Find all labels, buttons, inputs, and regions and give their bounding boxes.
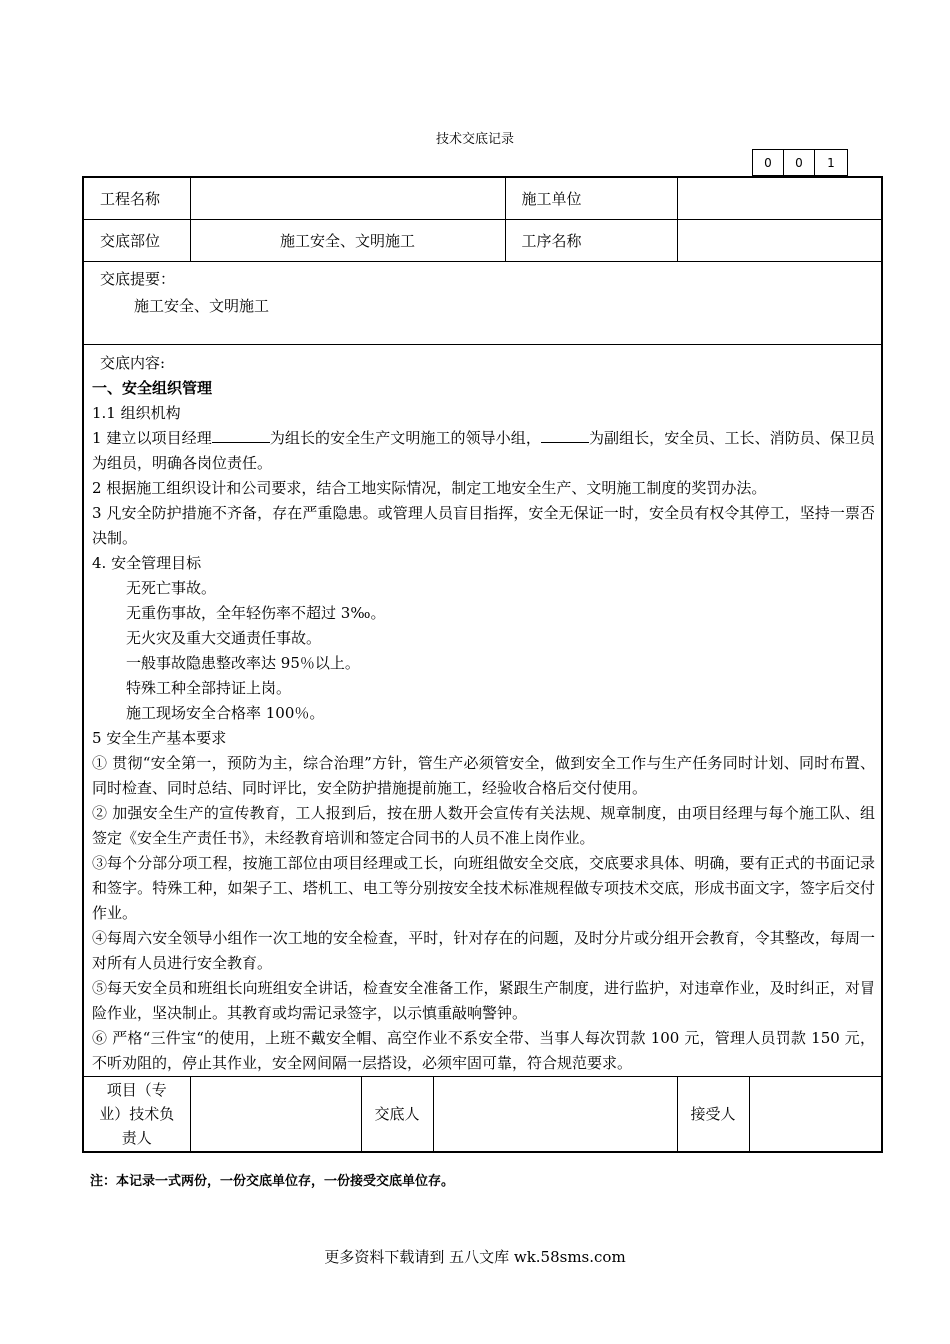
tech-lead-label bbox=[83, 1076, 190, 1152]
summary-text: 施工安全、文明施工 bbox=[134, 296, 270, 315]
process-name-field[interactable] bbox=[677, 219, 882, 261]
requirement-item: ① 贯彻“安全第一，预防为主，综合治理”方针，管生产必须管安全，做到安全工作与生产任务同时计划、同时布置、同时检查、同时总结、同时评比，安全防护措施提前施工，经验收合格后交付使用。 bbox=[92, 753, 876, 797]
paragraph-text: 1 建立以项目经理 bbox=[92, 428, 212, 447]
process-name-label: 工序名称 bbox=[505, 219, 677, 261]
paragraph bbox=[92, 426, 875, 476]
footnote: 注：本记录一式两份，一份交底单位存，一份接受交底单位存。 bbox=[90, 1174, 455, 1189]
project-name-field[interactable] bbox=[190, 177, 505, 219]
paragraph-text: 为副组长，安全员、工长、消防员、保卫员为组员，明确各岗位责任。 bbox=[92, 428, 875, 472]
construction-unit-label: 施工单位 bbox=[505, 177, 677, 219]
summary-section bbox=[83, 261, 882, 344]
receiver-label: 接受人 bbox=[677, 1076, 749, 1152]
construction-unit-field[interactable] bbox=[677, 177, 882, 219]
tech-lead-signature-field[interactable] bbox=[190, 1076, 361, 1152]
goal-item: 一般事故隐患整改率达 95％以上。 bbox=[126, 653, 360, 672]
disclosure-part-label: 交底部位 bbox=[83, 219, 190, 261]
tech-lead-label-line: 项目（专 bbox=[106, 1080, 167, 1099]
record-number-digit: 0 bbox=[753, 150, 784, 176]
paragraph-text: 为组长的安全生产文明施工的领导小组， bbox=[269, 428, 541, 447]
blank-line bbox=[212, 426, 270, 443]
goal-item: 无重伤事故，全年轻伤率不超过 3‰。 bbox=[126, 603, 386, 622]
content-section bbox=[83, 344, 882, 1076]
subsection-title: 5 安全生产基本要求 bbox=[92, 728, 227, 747]
requirement-item: ② 加强安全生产的宣传教育，工人报到后，按在册人数开会宣传有关法规、规章制度，由项目经理与每个施工队、组签定《安全生产责任书》，未经教育培训和签定合同书的人员不准上岗作业。 bbox=[92, 803, 876, 847]
document-title: 技术交底记录 bbox=[435, 132, 514, 147]
record-number-digit: 0 bbox=[784, 150, 815, 176]
content-label: 交底内容: bbox=[100, 353, 166, 372]
record-number-digit: 1 bbox=[815, 150, 848, 176]
tech-lead-label-line: 责人 bbox=[121, 1128, 152, 1147]
tech-lead-label-line: 业）技术负 bbox=[99, 1104, 175, 1123]
goal-item: 特殊工种全部持证上岗。 bbox=[126, 678, 292, 697]
receiver-signature-field[interactable] bbox=[749, 1076, 882, 1152]
goal-item: 无火灾及重大交通责任事故。 bbox=[126, 628, 322, 647]
project-name-label: 工程名称 bbox=[83, 177, 190, 219]
goal-item: 无死亡事故。 bbox=[126, 578, 217, 597]
requirement-item: ④每周六安全领导小组作一次工地的安全检查，平时，针对存在的问题，及时分片或分组开会教育，令其整改，每周一对所有人员进行安全教育。 bbox=[92, 928, 876, 972]
goal-item: 施工现场安全合格率 100％。 bbox=[126, 703, 325, 722]
discloser-signature-field[interactable] bbox=[433, 1076, 677, 1152]
requirement-item: ⑥ 严格“三件宝“的使用，上班不戴安全帽、高空作业不系安全带、当事人每次罚款 100 元，管理人员罚款 150 元，不听劝阻的，停止其作业，安全网间隔一层搭设，必须牢固可靠，符合规范要求。 bbox=[92, 1028, 876, 1072]
disclosure-form bbox=[82, 176, 883, 1153]
blank-line bbox=[541, 426, 589, 443]
summary-label: 交底提要： bbox=[100, 269, 176, 288]
paragraph: 2 根据施工组织设计和公司要求，结合工地实际情况，制定工地安全生产、文明施工制度的奖罚办法。 bbox=[92, 478, 767, 497]
paragraph: 3 凡安全防护措施不齐备，存在严重隐患。或管理人员盲目指挥，安全无保证一时，安全员有权令其停工，坚持一票否决制。 bbox=[92, 503, 876, 547]
requirement-item: ③每个分部分项工程，按施工部位由项目经理或工长，向班组做安全交底，交底要求具体、明确，要有正式的书面记录和签字。特殊工种，如架子工、塔机工、电工等分别按安全技术标准规程做专项技术交底，形成书面文字，签字后交付作业。 bbox=[92, 853, 876, 922]
requirement-item: ⑤每天安全员和班组长向班组安全讲话，检查安全准备工作，紧跟生产制度，进行监护，对违章作业，及时纠正，对冒险作业，坚决制止。其教育或均需记录签字，以示慎重敲响警钟。 bbox=[92, 978, 876, 1022]
record-number-box bbox=[752, 149, 848, 176]
footer-link-text[interactable]: 更多资料下载请到 五八文库 wk.58sms.com bbox=[324, 1248, 626, 1266]
subsection-title: 1.1 组织机构 bbox=[92, 403, 181, 422]
section-heading: 一、安全组织管理 bbox=[92, 378, 213, 397]
subsection-title: 4. 安全管理目标 bbox=[92, 553, 202, 572]
discloser-label: 交底人 bbox=[361, 1076, 433, 1152]
disclosure-part-value: 施工安全、文明施工 bbox=[190, 219, 505, 261]
